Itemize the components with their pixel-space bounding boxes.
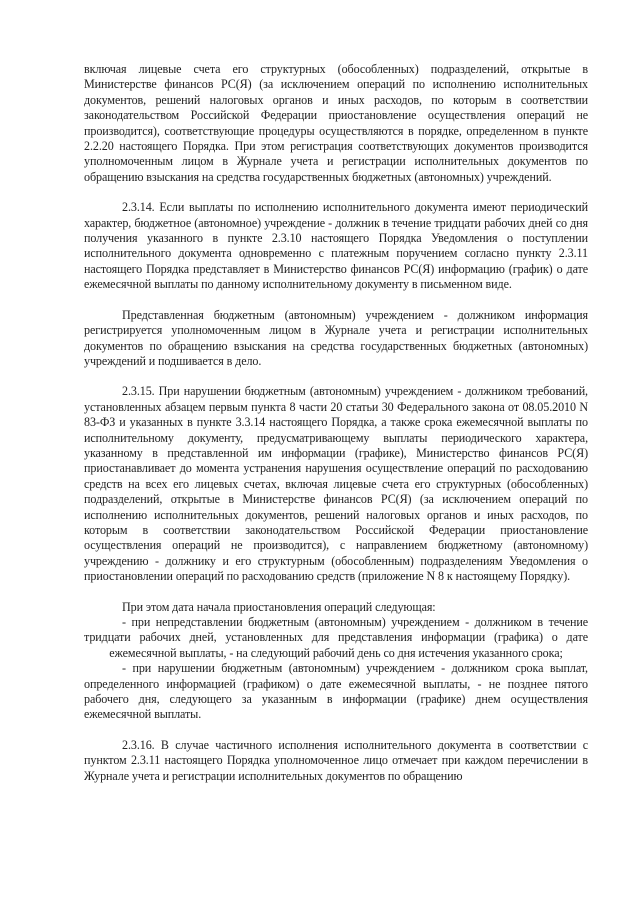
paragraph-continuation: включая лицевые счета его структурных (обособленных) подразделений, открытые в Министерстве финансов РС(Я) (за исключением операций по исполнению исполнительных документов, решений налоговых органов и иных расходов, по которым в соответствии законодательством Российской Федерации приостановление осуществления операций не производится), соответствующие процедуры осуществляются в порядке, определенном в пункте 2.2.20 настоящего Порядка. При этом регистрация соответствующих документов производится уполномоченным лицом в Журнале учета и регистрации исполнительных документов по обращению взыскания на средства государственных бюджетных (автономных) учреждений. — [84, 62, 588, 184]
paragraph-2-3-15: 2.3.15. При нарушении бюджетным (автономным) учреждением - должником требований, установленных абзацем первым пункта 8 части 20 статьи 30 Федерального закона от 08.05.2010 N 83-ФЗ и указанных в пункте 3.3.14 настоящего Порядка, а также срока ежемесячной выплаты по исполнительному документу, предусматривающему выплаты периодического характера, указанному в представленной им информации (графике), Министерство финансов РС(Я) приостанавливает до момента устранения нарушения осуществление операций по расходованию средств на всех его лицевых счетах, включая лицевые счета его структурных (обособленных) подразделений, открытые в Министерстве финансов РС(Я) (за исключением операций по исполнению исполнительных документов, решений налоговых органов и иных расходов, по которым в соответствии законодательством Российской Федерации приостановление осуществления операций не производится), с направлением бюджетному (автономному) учреждению - должнику и его структурным (обособленным) подразделениям Уведомления о приостановлении операций по расходованию средств (приложение N 8 к настоящему Порядку). — [84, 384, 588, 584]
document-page — [84, 62, 588, 784]
list-item-non-submission: - при непредставлении бюджетным (автономным) учреждением - должником в течение тридцати рабочих дней, установленных для представления информации (графика) о дате ежемесячной выплаты, - на следующий рабочий день со дня истечения указанного срока; — [84, 615, 588, 660]
paragraph-2-3-14: 2.3.14. Если выплаты по исполнению исполнительного документа имеют периодический характер, бюджетное (автономное) учреждение - должник в течение тридцати рабочих дней со дня получения указанного в пункте 2.3.10 настоящего Порядка Уведомления о поступлении исполнительного документа одновременно с платежным поручением согласно пункту 2.3.11 настоящего Порядка представляет в Министерство финансов РС(Я) информацию (график) о дате ежемесячной выплаты по данному исполнительному документу в письменном виде. — [84, 200, 588, 292]
paragraph-2-3-16: 2.3.16. В случае частичного исполнения исполнительного документа в соответствии с пунктом 2.3.11 настоящего Порядка уполномоченное лицо отмечает при каждом перечислении в Журнале учета и регистрации исполнительных документов по обращению — [84, 737, 588, 783]
paragraph-registration: Представленная бюджетным (автономным) учреждением - должником информация регистрируется уполномоченным лицом в Журнале учета и регистрации исполнительных документов по обращению взыскания на средства государственных бюджетных (автономных) учреждений и подшивается в дело. — [84, 307, 588, 368]
list-item-payment-violation: - при нарушении бюджетным (автономным) учреждением - должником срока выплат, определенного информацией (графиком) о дате ежемесячной выплаты, - не позднее пятого рабочего дня, следующего за указанным в информации (графике) днем осуществления ежемесячной выплаты. — [84, 661, 588, 722]
paragraph-suspension-date-intro: При этом дата начала приостановления операций следующая: — [122, 599, 436, 614]
